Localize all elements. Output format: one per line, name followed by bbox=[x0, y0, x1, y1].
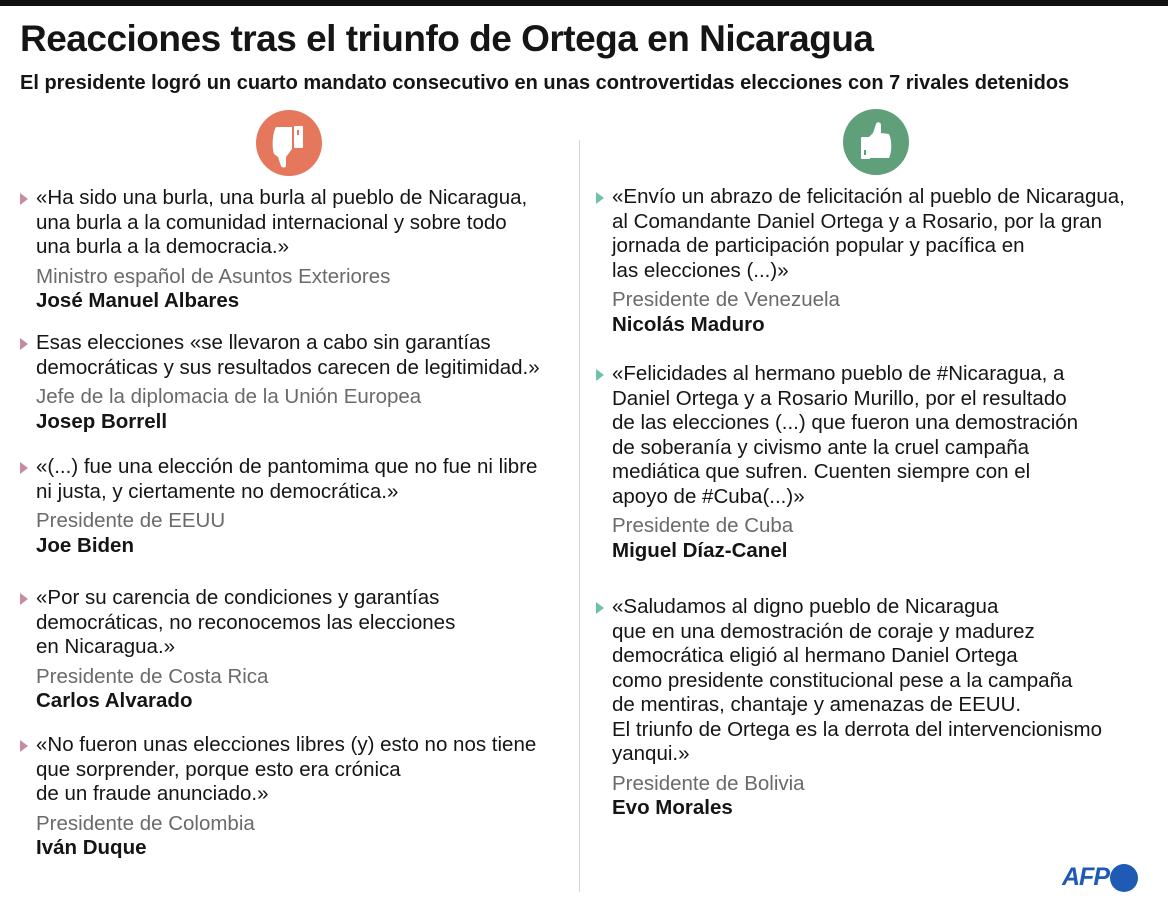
thumbs-down-icon bbox=[256, 110, 322, 176]
triangle-bullet-icon bbox=[596, 602, 604, 614]
triangle-bullet-icon bbox=[596, 369, 604, 381]
quote-text: «Envío un abrazo de felicitación al pueblo de Nicaragua, al Comandante Daniel Ortega y a Rosario, por la gran jornada de participación popular y pacífica en las elecciones (...)» bbox=[612, 185, 1125, 282]
speaker-role: Presidente de Venezuela bbox=[612, 288, 840, 311]
speaker-name: Miguel Díaz-Canel bbox=[612, 538, 788, 562]
afp-logo-dot-icon bbox=[1110, 864, 1138, 892]
triangle-bullet-icon bbox=[596, 192, 604, 204]
quote-text: «Felicidades al hermano pueblo de #Nicaragua, a Daniel Ortega y a Rosario Murillo, por el resultado de las elecciones (...) que fueron una demostración de soberanía y civismo ante la cruel campaña mediática que sufren. Cuenten siempre con el apoyo de #Cuba(...)» bbox=[612, 362, 1079, 508]
quote-item bbox=[36, 733, 581, 861]
speaker-name: Carlos Alvarado bbox=[36, 689, 193, 712]
page-subtitle: El presidente logró un cuarto mandato consecutivo en unas controvertidas elecciones con 7 rivales detenidos bbox=[20, 72, 1070, 94]
thumbs-up-icon bbox=[843, 109, 909, 175]
triangle-bullet-icon bbox=[20, 338, 28, 350]
quote-text: «No fueron unas elecciones libres (y) esto no nos tiene que sorprender, porque esto era crónica de un fraude anunciado.» bbox=[36, 733, 537, 805]
quote-item bbox=[612, 362, 1157, 563]
quote-item bbox=[36, 455, 581, 558]
speaker-name: Nicolás Maduro bbox=[612, 312, 765, 336]
quote-item bbox=[612, 185, 1157, 337]
triangle-bullet-icon bbox=[20, 462, 28, 474]
top-bar bbox=[0, 0, 1168, 6]
speaker-role: Ministro español de Asuntos Exteriores bbox=[36, 264, 391, 288]
quote-item bbox=[36, 586, 581, 714]
quote-text: «(...) fue una elección de pantomima que no fue ni libre ni justa, y ciertamente no democrática.» bbox=[36, 455, 538, 503]
triangle-bullet-icon bbox=[20, 740, 28, 752]
speaker-role: Presidente de EEUU bbox=[36, 509, 226, 532]
speaker-role: Jefe de la diplomacia de la Unión Europea bbox=[36, 385, 422, 408]
quote-item bbox=[612, 595, 1157, 821]
triangle-bullet-icon bbox=[20, 593, 28, 605]
speaker-role: Presidente de Colombia bbox=[36, 811, 255, 835]
speaker-name: Iván Duque bbox=[36, 836, 147, 859]
quote-item bbox=[36, 186, 581, 314]
quote-text: «Ha sido una burla, una burla al pueblo de Nicaragua, una burla a la comunidad internacional y sobre todo una burla a la democracia.» bbox=[36, 186, 528, 258]
speaker-name: Evo Morales bbox=[612, 796, 733, 819]
triangle-bullet-icon bbox=[20, 193, 28, 205]
speaker-name: Josep Borrell bbox=[36, 409, 168, 433]
page-title: Reacciones tras el triunfo de Ortega en Nicaragua bbox=[20, 18, 874, 59]
quote-text: Esas elecciones «se llevaron a cabo sin garantías democráticas y sus resultados carecen de legitimidad.» bbox=[36, 331, 540, 379]
quote-item bbox=[36, 331, 581, 434]
speaker-role: Presidente de Costa Rica bbox=[36, 664, 269, 688]
speaker-name: José Manuel Albares bbox=[36, 289, 240, 312]
speaker-name: Joe Biden bbox=[36, 533, 134, 557]
speaker-role: Presidente de Bolivia bbox=[612, 771, 805, 795]
afp-logo-text: AFP bbox=[1062, 863, 1109, 891]
afp-logo bbox=[1062, 863, 1138, 892]
quote-text: «Por su carencia de condiciones y garantías democráticas, no reconocemos las elecciones en Nicaragua.» bbox=[36, 586, 456, 658]
quote-text: «Saludamos al digno pueblo de Nicaragua que en una demostración de coraje y madurez democrática eligió al hermano Daniel Ortega como presidente constitucional pese a la campaña de mentiras, chantaje y amenazas de EEUU. El triunfo de Ortega es la derrota del intervencionismo yanqui.» bbox=[612, 595, 1102, 765]
speaker-role: Presidente de Cuba bbox=[612, 514, 794, 537]
